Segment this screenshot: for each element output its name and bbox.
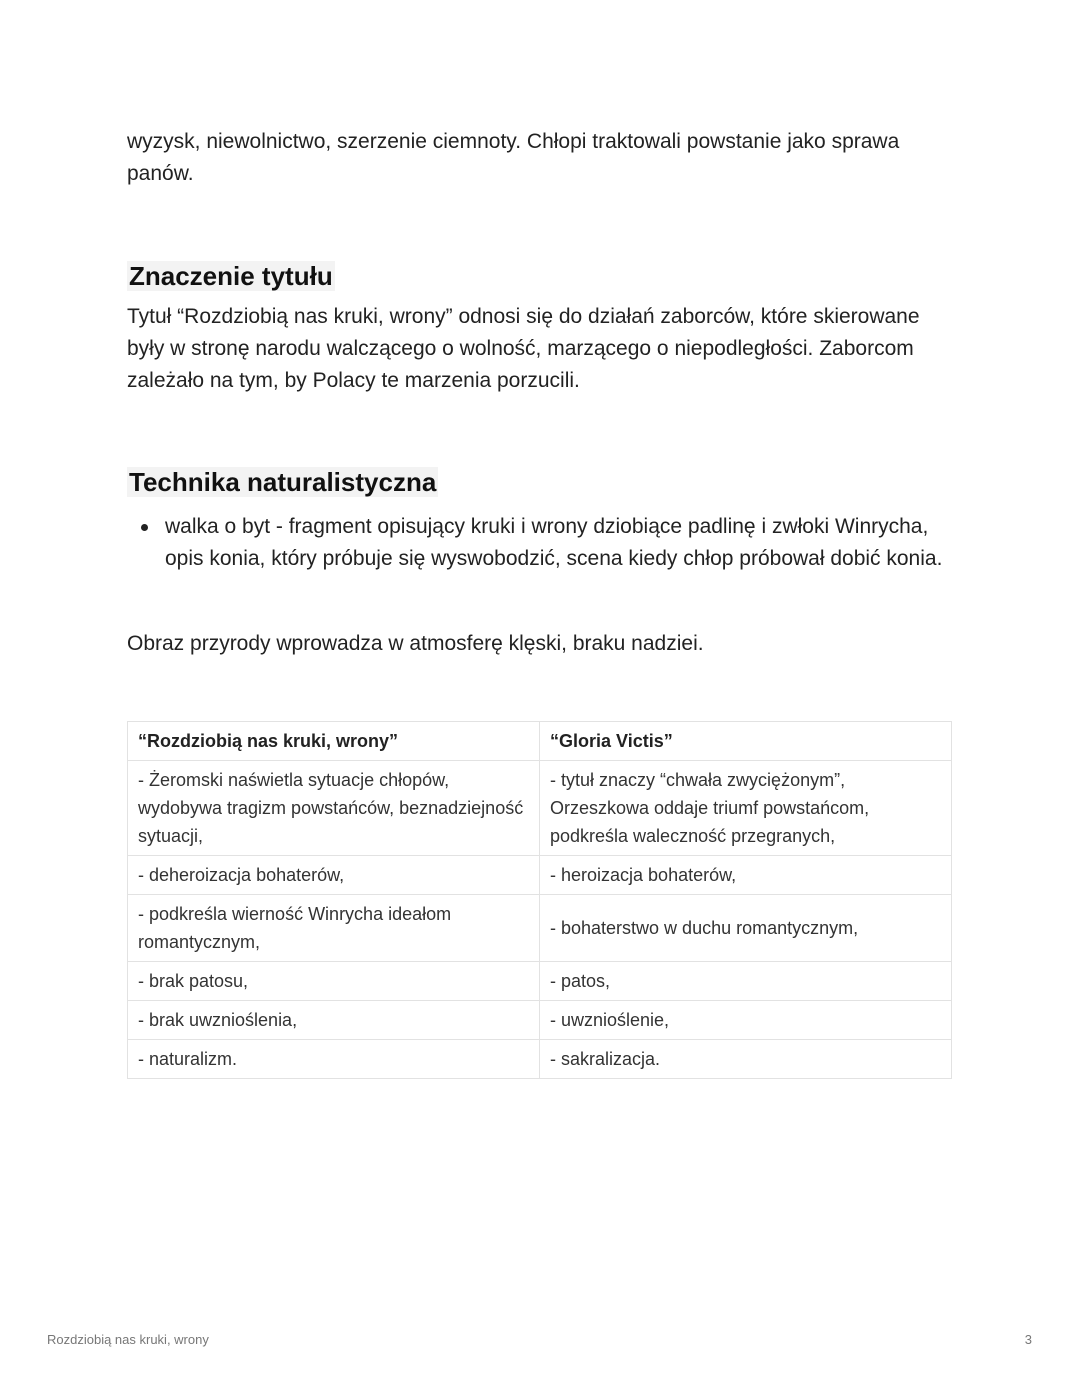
table-row [128,856,952,895]
section-heading-naturalism [127,465,438,499]
title-meaning-paragraph: Tytuł “Rozdziobią nas kruki, wrony” odnosi się do działań zaborców, które skierowane były w stronę narodu walczącego o wolność, marzącego o niepodległości. Zaborcom zależało na tym, by Polacy te marzenia porzucili. [127,305,920,392]
table-cell: - tytuł znaczy “chwała zwyciężonym”, Orzeszkowa oddaje triumf powstańcom, podkreśla waleczność przegranych, [540,761,952,856]
bullet-item-text: walka o byt - fragment opisujący kruki i wrony dziobiące padlinę i zwłoki Winrycha, opis konia, który próbuje się wyswobodzić, scena kiedy chłop próbował dobić konia. [165,515,943,570]
comparison-table [127,721,952,1079]
table-cell: - sakralizacja. [540,1040,952,1079]
table-row [128,895,952,962]
table-row [128,1001,952,1040]
table-cell: - patos, [540,962,952,1001]
table-cell: - brak uwznioślenia, [128,1001,540,1040]
section-heading-naturalism-text: Technika naturalistyczna [129,467,437,497]
naturalism-note: Obraz przyrody wprowadza w atmosferę klęski, braku nadziei. [127,632,704,655]
table-cell: - naturalizm. [128,1040,540,1079]
bullet-dot-icon [141,524,148,531]
table-cell: - Żeromski naświetla sytuacje chłopów, wydobywa tragizm powstańców, beznadziejność sytuacji, [128,761,540,856]
table-header-cell: “Gloria Victis” [540,722,952,761]
table-row [128,761,952,856]
intro-paragraph: wyzysk, niewolnictwo, szerzenie ciemnoty. Chłopi traktowali powstanie jako sprawa panów. [127,130,900,185]
table-header-cell: “Rozdziobią nas kruki, wrony” [128,722,540,761]
table-cell: - bohaterstwo w duchu romantycznym, [540,895,952,962]
table-cell: - deheroizacja bohaterów, [128,856,540,895]
table-cell: - uwznioślenie, [540,1001,952,1040]
table-cell: - brak patosu, [128,962,540,1001]
footer-page-number: 3 [1024,1332,1032,1347]
table-cell: - heroizacja bohaterów, [540,856,952,895]
footer-document-title: Rozdziobią nas kruki, wrony [47,1332,209,1347]
table-header-row [128,722,952,761]
section-heading-title-meaning-text: Znaczenie tytułu [129,261,333,291]
table-row [128,1040,952,1079]
table-row [128,962,952,1001]
section-heading-title-meaning [127,259,335,293]
bullet-item [127,511,967,575]
naturalism-bullet-list [127,511,967,575]
table-cell: - podkreśla wierność Winrycha ideałom romantycznym, [128,895,540,962]
